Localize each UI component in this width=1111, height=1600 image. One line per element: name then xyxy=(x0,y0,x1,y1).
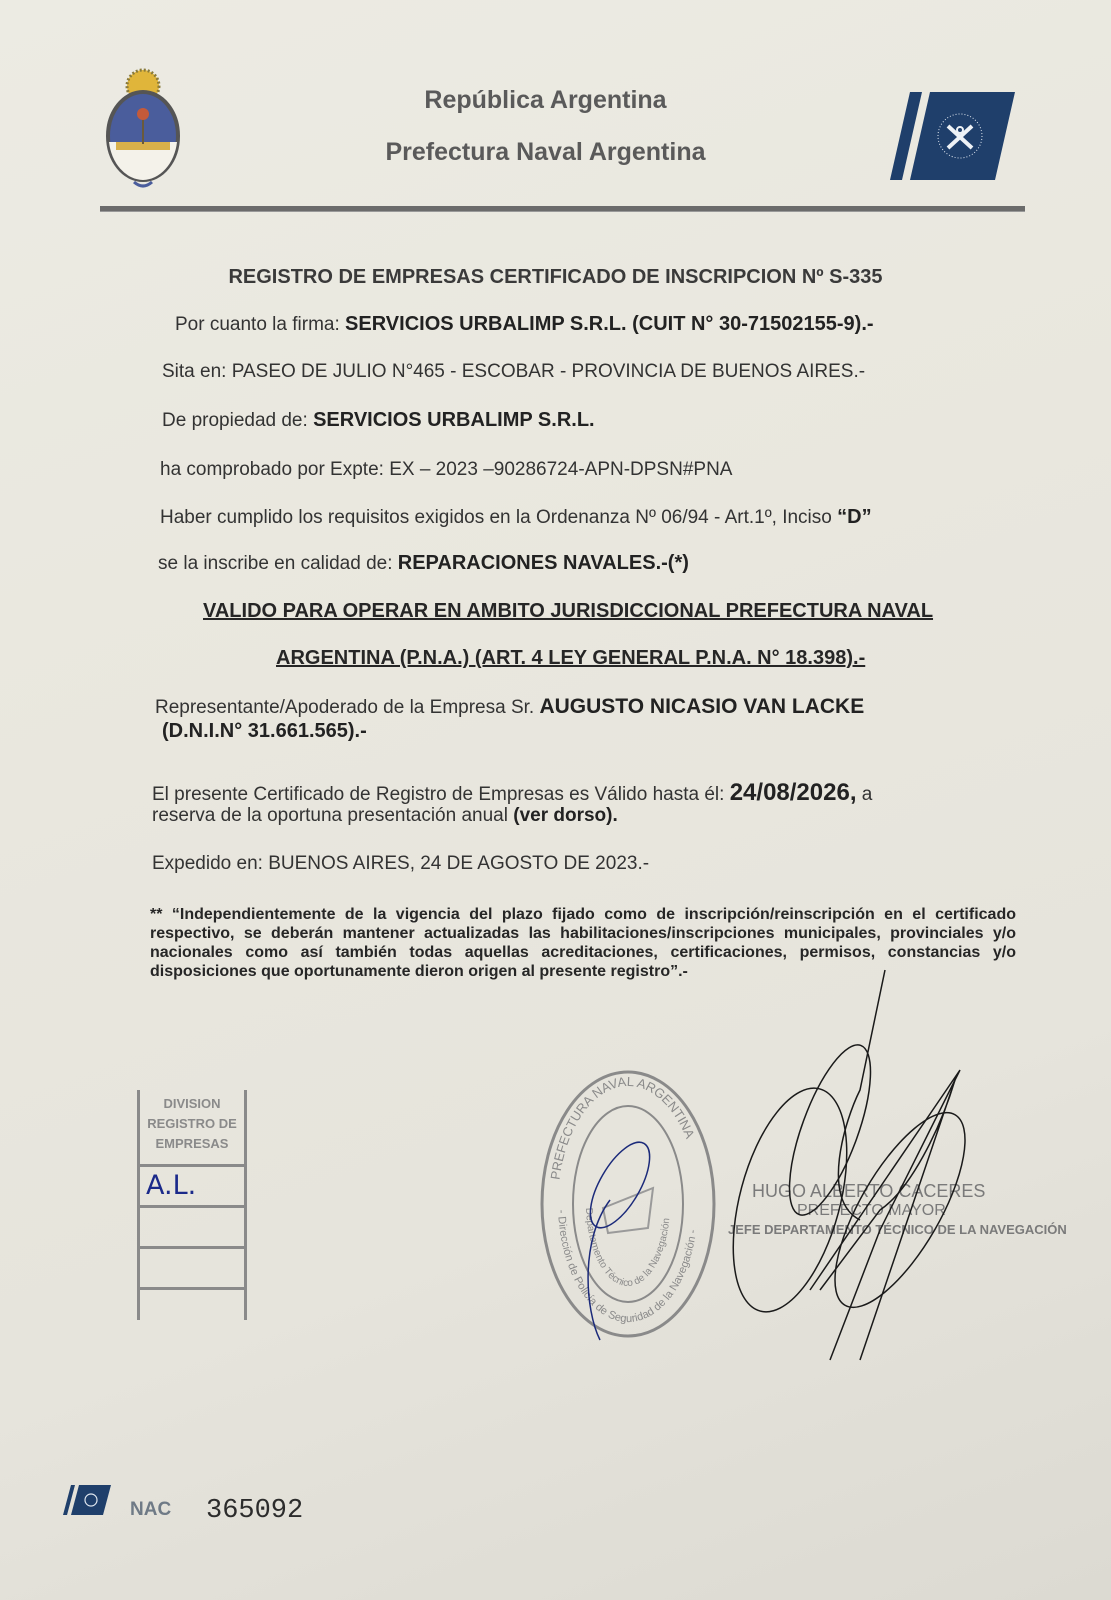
address-value: PASEO DE JULIO N°465 - ESCOBAR - PROVINCIA DE BUENOS AIRES.- xyxy=(231,361,866,382)
serial-number: 365092 xyxy=(206,1496,304,1526)
header-agency: Prefectura Naval Argentina xyxy=(385,138,706,166)
signatory-position: JEFE DEPARTAMENTO TÉCNICO DE LA NAVEGACIÓN xyxy=(728,1222,1067,1237)
expedido-line: Expedido en: BUENOS AIRES, 24 DE AGOSTO DE 2023.- xyxy=(152,853,650,874)
coat-of-arms-icon xyxy=(100,64,186,190)
validity-line xyxy=(152,779,872,807)
address-line xyxy=(162,361,865,383)
header-divider xyxy=(100,206,1025,212)
stamp-empty-cell xyxy=(140,1290,244,1328)
reserva-line xyxy=(152,805,618,827)
valido-line-2: ARGENTINA (P.N.A.) (ART. 4 LEY GENERAL P.N.A. N° 18.398).- xyxy=(276,647,866,669)
firm-line xyxy=(175,313,874,336)
owner-line xyxy=(162,409,595,432)
signatory-rank: PREFECTO MAYOR xyxy=(797,1202,946,1219)
firm-value: SERVICIOS URBALIMP S.R.L. (CUIT N° 30-71502155-9).- xyxy=(345,313,874,335)
requisitos-text: Haber cumplido los requisitos exigidos en la Ordenanza Nº 06/94 - Art.1º, Inciso xyxy=(160,507,838,528)
division-stamp-box xyxy=(137,1090,247,1320)
certificate-title: REGISTRO DE EMPRESAS CERTIFICADO DE INSCRIPCION Nº S-335 xyxy=(228,266,883,288)
calidad-value: REPARACIONES NAVALES.-(*) xyxy=(397,552,689,574)
stamp-header-line: EMPRESAS xyxy=(155,1136,229,1151)
stamp-header-line: REGISTRO DE xyxy=(147,1116,237,1131)
representative-dni: (D.N.I.N° 31.661.565).- xyxy=(162,720,367,742)
calidad-line xyxy=(158,552,689,575)
reserva-text: reserva de la oportuna presentación anual xyxy=(152,805,508,826)
stamp-header xyxy=(140,1090,244,1167)
header-country: República Argentina xyxy=(424,86,667,114)
stamp-empty-cell xyxy=(140,1208,244,1249)
seal-outer-top-text: PREFECTURA NAVAL ARGENTINA xyxy=(547,1073,698,1181)
owner-value: SERVICIOS URBALIMP S.R.L. xyxy=(313,409,595,431)
address-label: Sita en: xyxy=(162,361,227,382)
footnote: ** “Independientemente de la vigencia del plazo fijado como de inscripción/reinscripción en el certificado respectivo, se deberán mantener actualizadas las habilitaciones/inscripciones municipales, provinciales y/o nacionales como así también todas aquellas acreditaciones, certificaciones, permisos, constancias y/o disposiciones que oportunamente dieron origen al presente registro”.- xyxy=(150,906,1016,980)
requisitos-inciso: “D” xyxy=(837,506,872,528)
representative-name: AUGUSTO NICASIO VAN LACKE xyxy=(539,695,865,718)
validity-date: 24/08/2026, xyxy=(729,779,857,806)
prefectura-small-badge-icon xyxy=(63,1484,113,1516)
signatory-name: HUGO ALBERTO CACERES xyxy=(752,1181,986,1201)
prefectura-anchor-icon xyxy=(890,90,1015,182)
representative-label: Representante/Apoderado de la Empresa Sr. xyxy=(155,697,535,718)
calidad-label: se la inscribe en calidad de: xyxy=(158,553,393,574)
stamp-header-line: DIVISION xyxy=(163,1096,221,1111)
owner-label: De propiedad de: xyxy=(162,410,308,431)
series-label: NAC xyxy=(130,1499,172,1520)
stamp-empty-cell xyxy=(140,1249,244,1290)
validity-text: El presente Certificado de Registro de Empresas es Válido hasta él: xyxy=(152,784,725,805)
representative-line xyxy=(155,695,864,719)
valido-line-1: VALIDO PARA OPERAR EN AMBITO JURISDICCIONAL PREFECTURA NAVAL xyxy=(203,600,934,622)
stamp-initials: A.L. xyxy=(140,1167,244,1208)
seal-outer-bottom-text: - Dirección de Policía de Seguridad de la Navegación - xyxy=(555,1209,700,1326)
seal-inner-text: Departamento Técnico de la Navegación xyxy=(583,1207,673,1290)
validity-tail: a xyxy=(861,784,873,805)
firm-label: Por cuanto la firma: xyxy=(175,314,340,335)
requisitos-line xyxy=(160,506,872,529)
reserva-bold: (ver dorso). xyxy=(513,805,618,826)
handwritten-signature xyxy=(560,960,1000,1370)
expte-line: ha comprobado por Expte: EX – 2023 –90286724-APN-DPSN#PNA xyxy=(160,459,733,480)
